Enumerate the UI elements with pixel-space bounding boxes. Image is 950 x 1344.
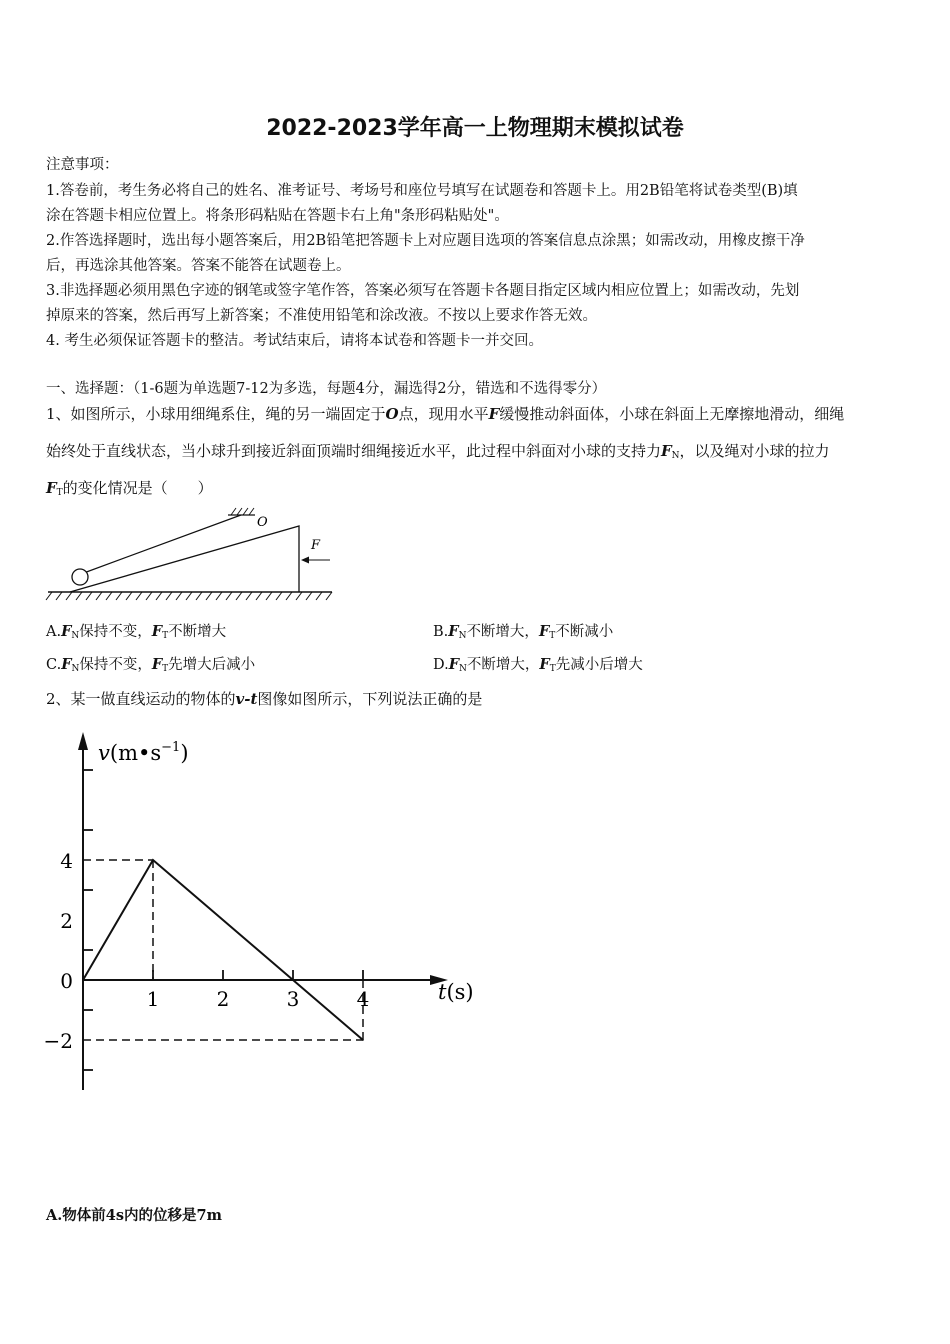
ball	[72, 569, 88, 585]
notice-heading: 注意事项：	[46, 157, 119, 173]
data-point	[152, 859, 154, 861]
option-symbol-FN: F	[61, 656, 72, 673]
x-tick-label: 4	[356, 987, 370, 1011]
notice-line: 2.作答选择题时，选出每小题答案后，用2B铅笔把答题卡上对应题目选项的答案信息点涂黑；如需改动，用橡皮擦干净	[46, 233, 805, 249]
option-letter: D.	[433, 657, 449, 673]
q2-text: 2、某一做直线运动的物体的	[46, 690, 236, 708]
option-sub-N: N	[71, 631, 80, 641]
q1-option-a[interactable]	[46, 620, 226, 641]
option-sub-N: N	[459, 664, 467, 674]
y-axis-label-exp: −1	[161, 740, 181, 755]
label-O: O	[257, 515, 268, 530]
label-F: F	[311, 538, 321, 553]
q1-text: 的变化情况是（ ）	[62, 479, 213, 497]
option-sub-N: N	[458, 631, 467, 641]
data-point	[362, 1039, 364, 1041]
y-axis-arrow	[78, 732, 88, 750]
option-sub-T: T	[549, 631, 556, 641]
q1-symbol-F: F	[488, 405, 500, 423]
option-text: 先减小后增大	[555, 657, 643, 673]
q1-text: 点，现用水平	[398, 405, 489, 423]
x-tick-label: 3	[286, 987, 300, 1011]
series-line	[83, 860, 363, 1040]
notice-line: 3.非选择题必须用黑色字迹的钢笔或签字笔作答，答案必须写在答题卡各题目指定区域内相应位置上；如需改动，先划	[46, 283, 800, 299]
q1-sub-T: T	[56, 488, 63, 498]
section-heading: 一、选择题：（1-6题为单选题7-12为多选，每题4分，漏选得2分，错选和不选得零分）	[46, 381, 607, 397]
x-axis-label-var: t	[438, 980, 447, 1004]
option-sub-T: T	[162, 664, 169, 674]
data-point	[292, 979, 294, 981]
q2-stem	[46, 688, 482, 709]
y-axis-label-unit: (m•s	[109, 741, 162, 765]
q1-option-b[interactable]	[433, 620, 613, 641]
option-symbol-FN: F	[448, 656, 460, 673]
option-text: 保持不变，	[79, 624, 152, 640]
q1-option-c[interactable]	[46, 653, 255, 674]
q1-symbol-O: O	[385, 405, 399, 423]
force-arrowhead	[301, 557, 309, 564]
option-text: 不断增大，	[466, 624, 539, 640]
y-tick-label: 0	[60, 969, 73, 993]
notice-line: 后，再选涂其他答案。答案不能答在试题卷上。	[46, 258, 351, 274]
y-tick-label: −2	[43, 1029, 73, 1053]
q1-text: 始终处于直线状态，当小球升到接近斜面顶端时细绳接近水平，此过程中斜面对小球的支持力	[46, 442, 662, 460]
q2-option-a[interactable]: A.物体前4s内的位移是7m	[46, 1207, 222, 1224]
option-sub-T: T	[549, 664, 556, 674]
option-symbol-FN: F	[61, 623, 72, 640]
incline-figure	[40, 505, 340, 605]
x-axis-label-unit: (s)	[446, 980, 474, 1004]
ground-hatch	[46, 592, 332, 600]
option-sub-T: T	[162, 631, 169, 641]
notice-line: 4. 考生必须保证答题卡的整洁。考试结束后，请将本试卷和答题卡一并交回。	[46, 333, 543, 349]
x-tick-label: 1	[146, 987, 160, 1011]
option-symbol-FT: F	[151, 656, 163, 673]
option-text: 不断增大，	[466, 657, 540, 673]
q1-text: 1、如图所示，小球用细绳系住，绳的另一端固定于	[46, 405, 386, 423]
y-axis-label-close: )	[180, 741, 189, 765]
q1-sub-N: N	[671, 451, 680, 461]
q1-option-d[interactable]	[433, 653, 643, 674]
q1-line-3	[46, 477, 213, 498]
q2-text: 图像如图所示，下列说法正确的是	[257, 690, 483, 708]
option-symbol-FT: F	[151, 623, 163, 640]
q1-symbol-FN: F	[661, 442, 672, 460]
option-symbol-FT: F	[539, 656, 550, 673]
q1-text: ，以及绳对小球的拉力	[679, 442, 830, 460]
option-symbol-FN: F	[448, 623, 459, 640]
option-symbol-FT: F	[538, 623, 550, 640]
option-letter: A.	[46, 624, 62, 640]
q1-symbol-FT: F	[46, 479, 57, 497]
option-text: 不断减小	[555, 624, 614, 640]
x-tick-label: 2	[216, 987, 230, 1011]
option-text: 保持不变，	[79, 657, 152, 673]
option-letter: B.	[433, 624, 449, 640]
q2-symbol-vt: v-t	[235, 690, 258, 708]
option-text: 不断增大	[168, 624, 227, 640]
y-tick-label: 4	[60, 849, 73, 873]
notice-line: 掉原来的答案，然后再写上新答案；不准使用铅笔和涂改液。不按以上要求作答无效。	[46, 308, 597, 324]
notice-line: 1.答卷前，考生务必将自己的姓名、准考证号、考场号和座位号填写在试题卷和答题卡上。用2B铅笔将试卷类型(B)填	[46, 183, 798, 199]
x-axis-label	[438, 980, 474, 1004]
q1-text: 缓慢推动斜面体，小球在斜面上无摩擦地滑动，细绳	[499, 405, 845, 423]
q1-line-2	[46, 440, 830, 461]
vt-chart	[0, 720, 520, 1170]
y-axis-label	[98, 740, 189, 765]
option-sub-N: N	[71, 664, 80, 674]
option-text: 先增大后减小	[168, 657, 256, 673]
notice-line: 涂在答题卡相应位置上。将条形码粘贴在答题卡右上角"条形码粘贴处"。	[46, 208, 509, 224]
page-title: 2022-2023学年高一上物理期末模拟试卷	[266, 116, 684, 141]
option-letter: C.	[46, 657, 62, 673]
y-tick-label: 2	[60, 909, 73, 933]
data-point	[82, 979, 84, 981]
q1-line-1	[46, 403, 844, 424]
y-axis-label-var: v	[98, 741, 110, 765]
ceiling-hatch	[231, 508, 254, 515]
